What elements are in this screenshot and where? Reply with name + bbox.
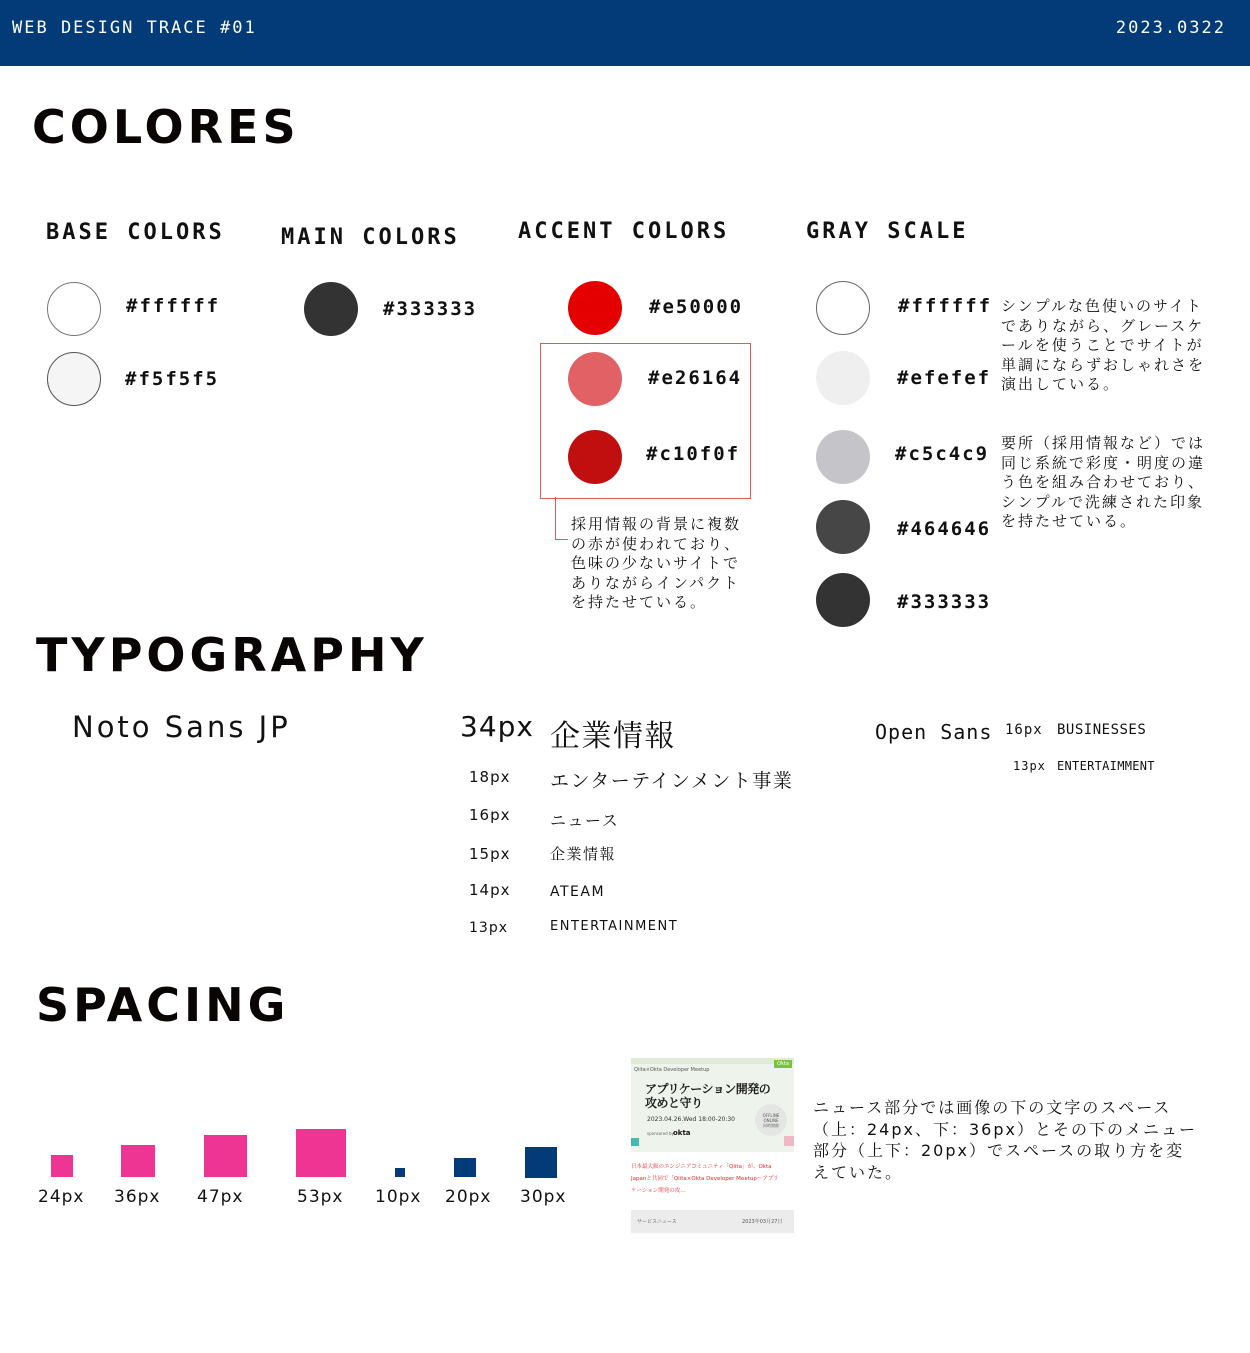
swatch-base-1 <box>47 282 101 336</box>
gray-note-line: でありながら、グレースケ <box>1001 316 1205 335</box>
accent-note-line: ありながらインパクト <box>571 573 740 592</box>
spacing-box-24 <box>51 1155 73 1177</box>
spacing-label-20: 20px <box>445 1187 492 1207</box>
gray-note-line: を持たせている。 <box>1001 512 1138 530</box>
swatch-accent-1 <box>568 281 622 335</box>
spacing-note-line: （上：24px、下：36px）とその下のメニュー <box>813 1119 1197 1139</box>
swatch-gray-4 <box>816 500 870 554</box>
noto-sample-16: ニュース <box>550 811 620 830</box>
open-sans-font-name: Open Sans <box>875 720 993 744</box>
spacing-label-10: 10px <box>375 1187 422 1207</box>
mode-line: OFFLINE <box>762 1113 780 1118</box>
open-size-16: 16px <box>1005 722 1043 738</box>
spacing-box-30 <box>525 1147 557 1178</box>
hex-gray-3: #c5c4c9 <box>895 443 990 465</box>
mode-line: ONLINE <box>763 1118 779 1123</box>
hex-base-1: #ffffff <box>126 295 221 317</box>
gray-scale-title: GRAY SCALE <box>806 219 969 244</box>
accent-note-line: 採用情報の背景に複数 <box>571 515 742 533</box>
card-footer <box>631 1210 794 1233</box>
accent-connector-line <box>555 497 568 540</box>
open-sample-13: ENTERTAIMMENT <box>1057 759 1155 773</box>
hex-gray-1: #ffffff <box>898 295 993 317</box>
swatch-gray-2 <box>816 351 870 405</box>
card-body-line: ケーション開発の攻… <box>631 1188 686 1194</box>
gray-note-line: 要所（採用情報など）では <box>1001 434 1206 452</box>
swatch-accent-3 <box>568 430 622 484</box>
spacing-label-47: 47px <box>197 1187 244 1207</box>
typography-heading: TYPOGRAPHY <box>36 628 428 682</box>
noto-size-16: 16px <box>469 806 511 824</box>
swatch-accent-2 <box>568 352 622 406</box>
spacing-label-30: 30px <box>520 1187 567 1207</box>
noto-sample-13: ENTERTAINMENT <box>550 919 679 934</box>
hex-gray-2: #efefef <box>897 367 992 389</box>
noto-sample-14: ATEAM <box>550 884 606 900</box>
hex-accent-1: #e50000 <box>649 296 744 318</box>
main-colors-title: MAIN COLORS <box>281 225 460 250</box>
accent-note <box>571 515 741 613</box>
colores-heading: COLORES <box>32 100 300 154</box>
spacing-note <box>813 1097 1197 1183</box>
base-colors-title: BASE COLORS <box>46 220 225 245</box>
spacing-label-53: 53px <box>297 1187 344 1207</box>
swatch-main-1 <box>304 282 358 336</box>
gray-note-line: う色を組み合わせており、 <box>1001 473 1206 491</box>
noto-size-34: 34px <box>460 710 534 743</box>
swatch-gray-1 <box>816 281 870 335</box>
news-card[interactable] <box>631 1058 794 1233</box>
spacing-note-line: えていた。 <box>813 1162 904 1182</box>
noto-size-18: 18px <box>469 768 511 786</box>
accent-note-line: の赤が使われており、 <box>571 534 742 553</box>
noto-size-13: 13px <box>469 920 508 936</box>
mode-line: 同時開催 <box>763 1123 779 1128</box>
event-mode-badge <box>755 1104 787 1136</box>
card-body-line: 日本最大級のエンジニアコミュニティ「Qiita」が、Okta <box>631 1164 772 1170</box>
spacing-box-20 <box>454 1158 476 1177</box>
banner-date: 2023.0322 <box>1115 18 1226 38</box>
card-headline-line: 攻めと守り <box>645 1096 703 1110</box>
gray-note-line: 演出している。 <box>1001 375 1121 393</box>
image-accent-pink <box>784 1136 794 1146</box>
open-size-13: 13px <box>1013 759 1046 773</box>
noto-sample-15: 企業情報 <box>550 845 617 863</box>
gray-note-line: 単調にならずおしゃれさを <box>1001 355 1206 374</box>
spacing-heading: SPACING <box>36 978 290 1032</box>
spacing-box-36 <box>121 1145 155 1177</box>
sponsor-logo: okta <box>673 1129 691 1137</box>
hex-main-1: #333333 <box>383 298 478 320</box>
noto-size-15: 15px <box>469 845 511 863</box>
card-category: サービスニュース <box>637 1219 677 1225</box>
spacing-box-10 <box>395 1168 405 1177</box>
spacing-box-53 <box>296 1129 346 1177</box>
accent-note-line: 色味の少ないサイトで <box>571 554 740 572</box>
image-top-strip <box>631 1058 794 1064</box>
sponsor-label: sponsored by <box>647 1131 674 1136</box>
swatch-gray-5 <box>816 573 870 627</box>
image-accent-teal <box>631 1138 639 1146</box>
hex-gray-4: #464646 <box>897 518 992 540</box>
gray-note-line: シンプルな色使いのサイト <box>1001 297 1203 315</box>
gray-note-1 <box>1001 297 1205 395</box>
accent-note-line: を持たせている。 <box>571 593 708 611</box>
event-title: Qiita×Okta Developer Meetup <box>634 1067 710 1073</box>
noto-sample-34: 企業情報 <box>550 719 676 754</box>
swatch-base-2 <box>47 352 101 406</box>
card-date: 2023年03月27日 <box>742 1219 783 1225</box>
card-body <box>631 1161 794 1197</box>
noto-font-name: Noto Sans JP <box>72 710 291 744</box>
spacing-note-line: 部分（上下：20px）でスペースの取り方を変 <box>813 1141 1185 1160</box>
news-card-image <box>631 1058 794 1152</box>
hex-accent-2: #e26164 <box>648 367 743 389</box>
spacing-note-line: ニュース部分では画像の下の文字のスペース <box>813 1098 1172 1117</box>
card-headline <box>645 1082 770 1110</box>
gray-note-2 <box>1001 434 1205 532</box>
card-body-line: Japanと共同で「Qiita×Okta Developer Meetup～アプリ <box>631 1176 779 1182</box>
swatch-gray-3 <box>816 430 870 484</box>
okta-badge: Okta <box>774 1060 792 1068</box>
spacing-box-47 <box>204 1135 247 1177</box>
banner-title: WEB DESIGN TRACE #01 <box>12 18 257 38</box>
hex-base-2: #f5f5f5 <box>125 368 220 390</box>
card-datetime: 2023.04.26.Wed 18:00-20:30 <box>647 1116 735 1123</box>
card-headline-line: アプリケーション開発の <box>645 1082 771 1096</box>
gray-note-line: シンプルで洗練された印象 <box>1001 492 1205 511</box>
noto-size-14: 14px <box>469 881 511 899</box>
noto-sample-18: エンターテインメント事業 <box>550 770 794 792</box>
accent-colors-title: ACCENT COLORS <box>518 219 730 244</box>
spacing-label-24: 24px <box>38 1187 85 1207</box>
spacing-label-36: 36px <box>114 1187 161 1207</box>
hex-gray-5: #333333 <box>897 591 992 613</box>
gray-note-line: 同じ系統で彩度・明度の違 <box>1001 453 1206 472</box>
hex-accent-3: #c10f0f <box>646 443 741 465</box>
gray-note-line: ールを使うことでサイトが <box>1001 336 1204 354</box>
open-sample-16: BUSINESSES <box>1057 722 1147 738</box>
